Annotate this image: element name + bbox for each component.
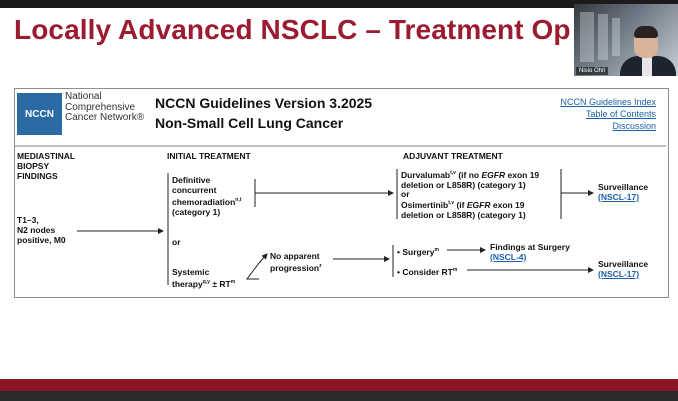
osimertinib-option: Osimertinib$^{t,v}$ (if EGFR exon 19 deletion or L858R) (category 1) [401,199,526,220]
nccn-logo: NCCN [17,93,62,135]
guideline-version-title: NCCN Guidelines Version 3.2025 [155,95,373,111]
findings-at-surgery-node: Findings at Surgery [490,242,570,252]
surveillance-label-lower: Surveillance [598,259,649,269]
arrow-systemic-to-no-progression [247,254,267,279]
surveillance-label-upper: Surveillance [598,182,649,192]
presenter-shirt [642,56,652,76]
consider-rt-option: • Consider $RT^m$ [397,266,458,277]
presenter-webcam-video [574,4,678,76]
org-name: National Comprehensive Cancer Network® [65,91,145,123]
no-apparent-progression-node: No apparent progression$^z$ [270,251,322,273]
window-bottom-bar [0,391,678,401]
guideline-subtitle: Non-Small Cell Lung Cancer [155,115,344,131]
table-of-contents-link[interactable]: Table of Contents [585,109,656,119]
slide-footer-bar [0,379,678,391]
systemic-therapy-node: Systemic therapy$^{q,y}$ ± $RT^m$ [172,267,236,289]
or-separator: or [401,189,410,199]
slide-title: Locally Advanced NSCLC – Treatment Op [14,14,571,45]
presenter-hair [634,26,658,38]
guideline-page [14,88,669,298]
presenter-name-tag: Nisio Ohri [576,67,608,75]
findings-column-header: MEDIASTINAL BIOPSY FINDINGS [17,151,76,181]
initial-treatment-header: INITIAL TREATMENT [167,151,251,161]
definitive-chemoradiation-node: Definitive concurrent chemoradiation$^{n,t}$ (category 1) [172,175,242,217]
adjuvant-treatment-header: ADJUVANT TREATMENT [403,151,503,161]
surgery-option: • Surgery$^m$ [397,246,439,257]
flowchart-connectors [15,89,668,297]
nscl-17-link-lower[interactable]: (NSCL-17) [598,269,640,279]
discussion-link[interactable]: Discussion [612,121,656,131]
guidelines-index-link[interactable]: NCCN Guidelines Index [560,97,656,107]
nscl-4-link[interactable]: (NSCL-4) [490,252,527,262]
durvalumab-option: Durvalumab$^{t,v}$ (if no EGFR exon 19 deletion or L858R) (category 1) [401,169,540,190]
or-label: or [172,237,181,247]
nscl-17-link-upper[interactable]: (NSCL-17) [598,192,640,202]
biopsy-finding-node: T1–3, N2 nodes positive, M0 [17,215,66,245]
